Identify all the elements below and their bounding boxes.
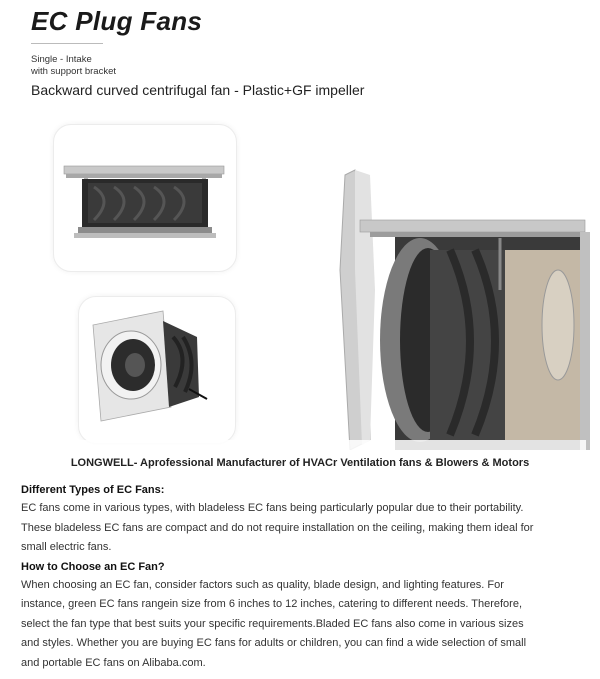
fan-large-image: [300, 150, 600, 450]
section-text-line: When choosing an EC fan, consider factors such as quality, blade design, and lighting features. For: [21, 578, 504, 591]
page-title: EC Plug Fans: [31, 6, 203, 36]
fan-side-view-image: [54, 125, 236, 271]
section-text-line: These bladeless EC fans are compact and do not require installation on the ceiling, making them ideal for: [21, 521, 534, 534]
product-subtitle: Backward curved centrifugal fan - Plastic+GF impeller: [31, 82, 365, 98]
article-body: [21, 481, 586, 673]
section-text-line: small electric fans.: [21, 541, 112, 553]
section-text-line: instance, green EC fans rangein size from 6 inches to 12 inches, catering to different needs. Therefore,: [21, 598, 522, 610]
section-text-line: and styles. Whether you are buying EC fans for adults or children, you can find a wide selection of small: [21, 637, 527, 649]
section-heading-choose: How to Choose an EC Fan?: [21, 560, 165, 573]
company-tagline: LONGWELL- Aprofessional Manufacturer of HVACr Ventilation fans & Blowers & Motors: [70, 457, 530, 469]
section-text-line: EC fans come in various types, with bladeless EC fans being particularly popular due to their portability.: [21, 502, 524, 514]
variant-line-1: Single - Intake: [31, 54, 92, 65]
section-text-line: select the fan type that best suits your specific requirements.Bladed EC fans also come in various sizes: [21, 617, 524, 630]
thumbnail-side-view[interactable]: [53, 124, 237, 272]
thumbnail-front-view[interactable]: [78, 296, 236, 444]
section-text-line: and portable EC fans on Alibaba.com.: [21, 656, 206, 669]
section-heading-types: Different Types of EC Fans:: [21, 484, 165, 496]
title-underline: [31, 43, 103, 44]
fan-front-view-image: [79, 297, 235, 443]
variant-line-2: with support bracket: [31, 66, 117, 77]
